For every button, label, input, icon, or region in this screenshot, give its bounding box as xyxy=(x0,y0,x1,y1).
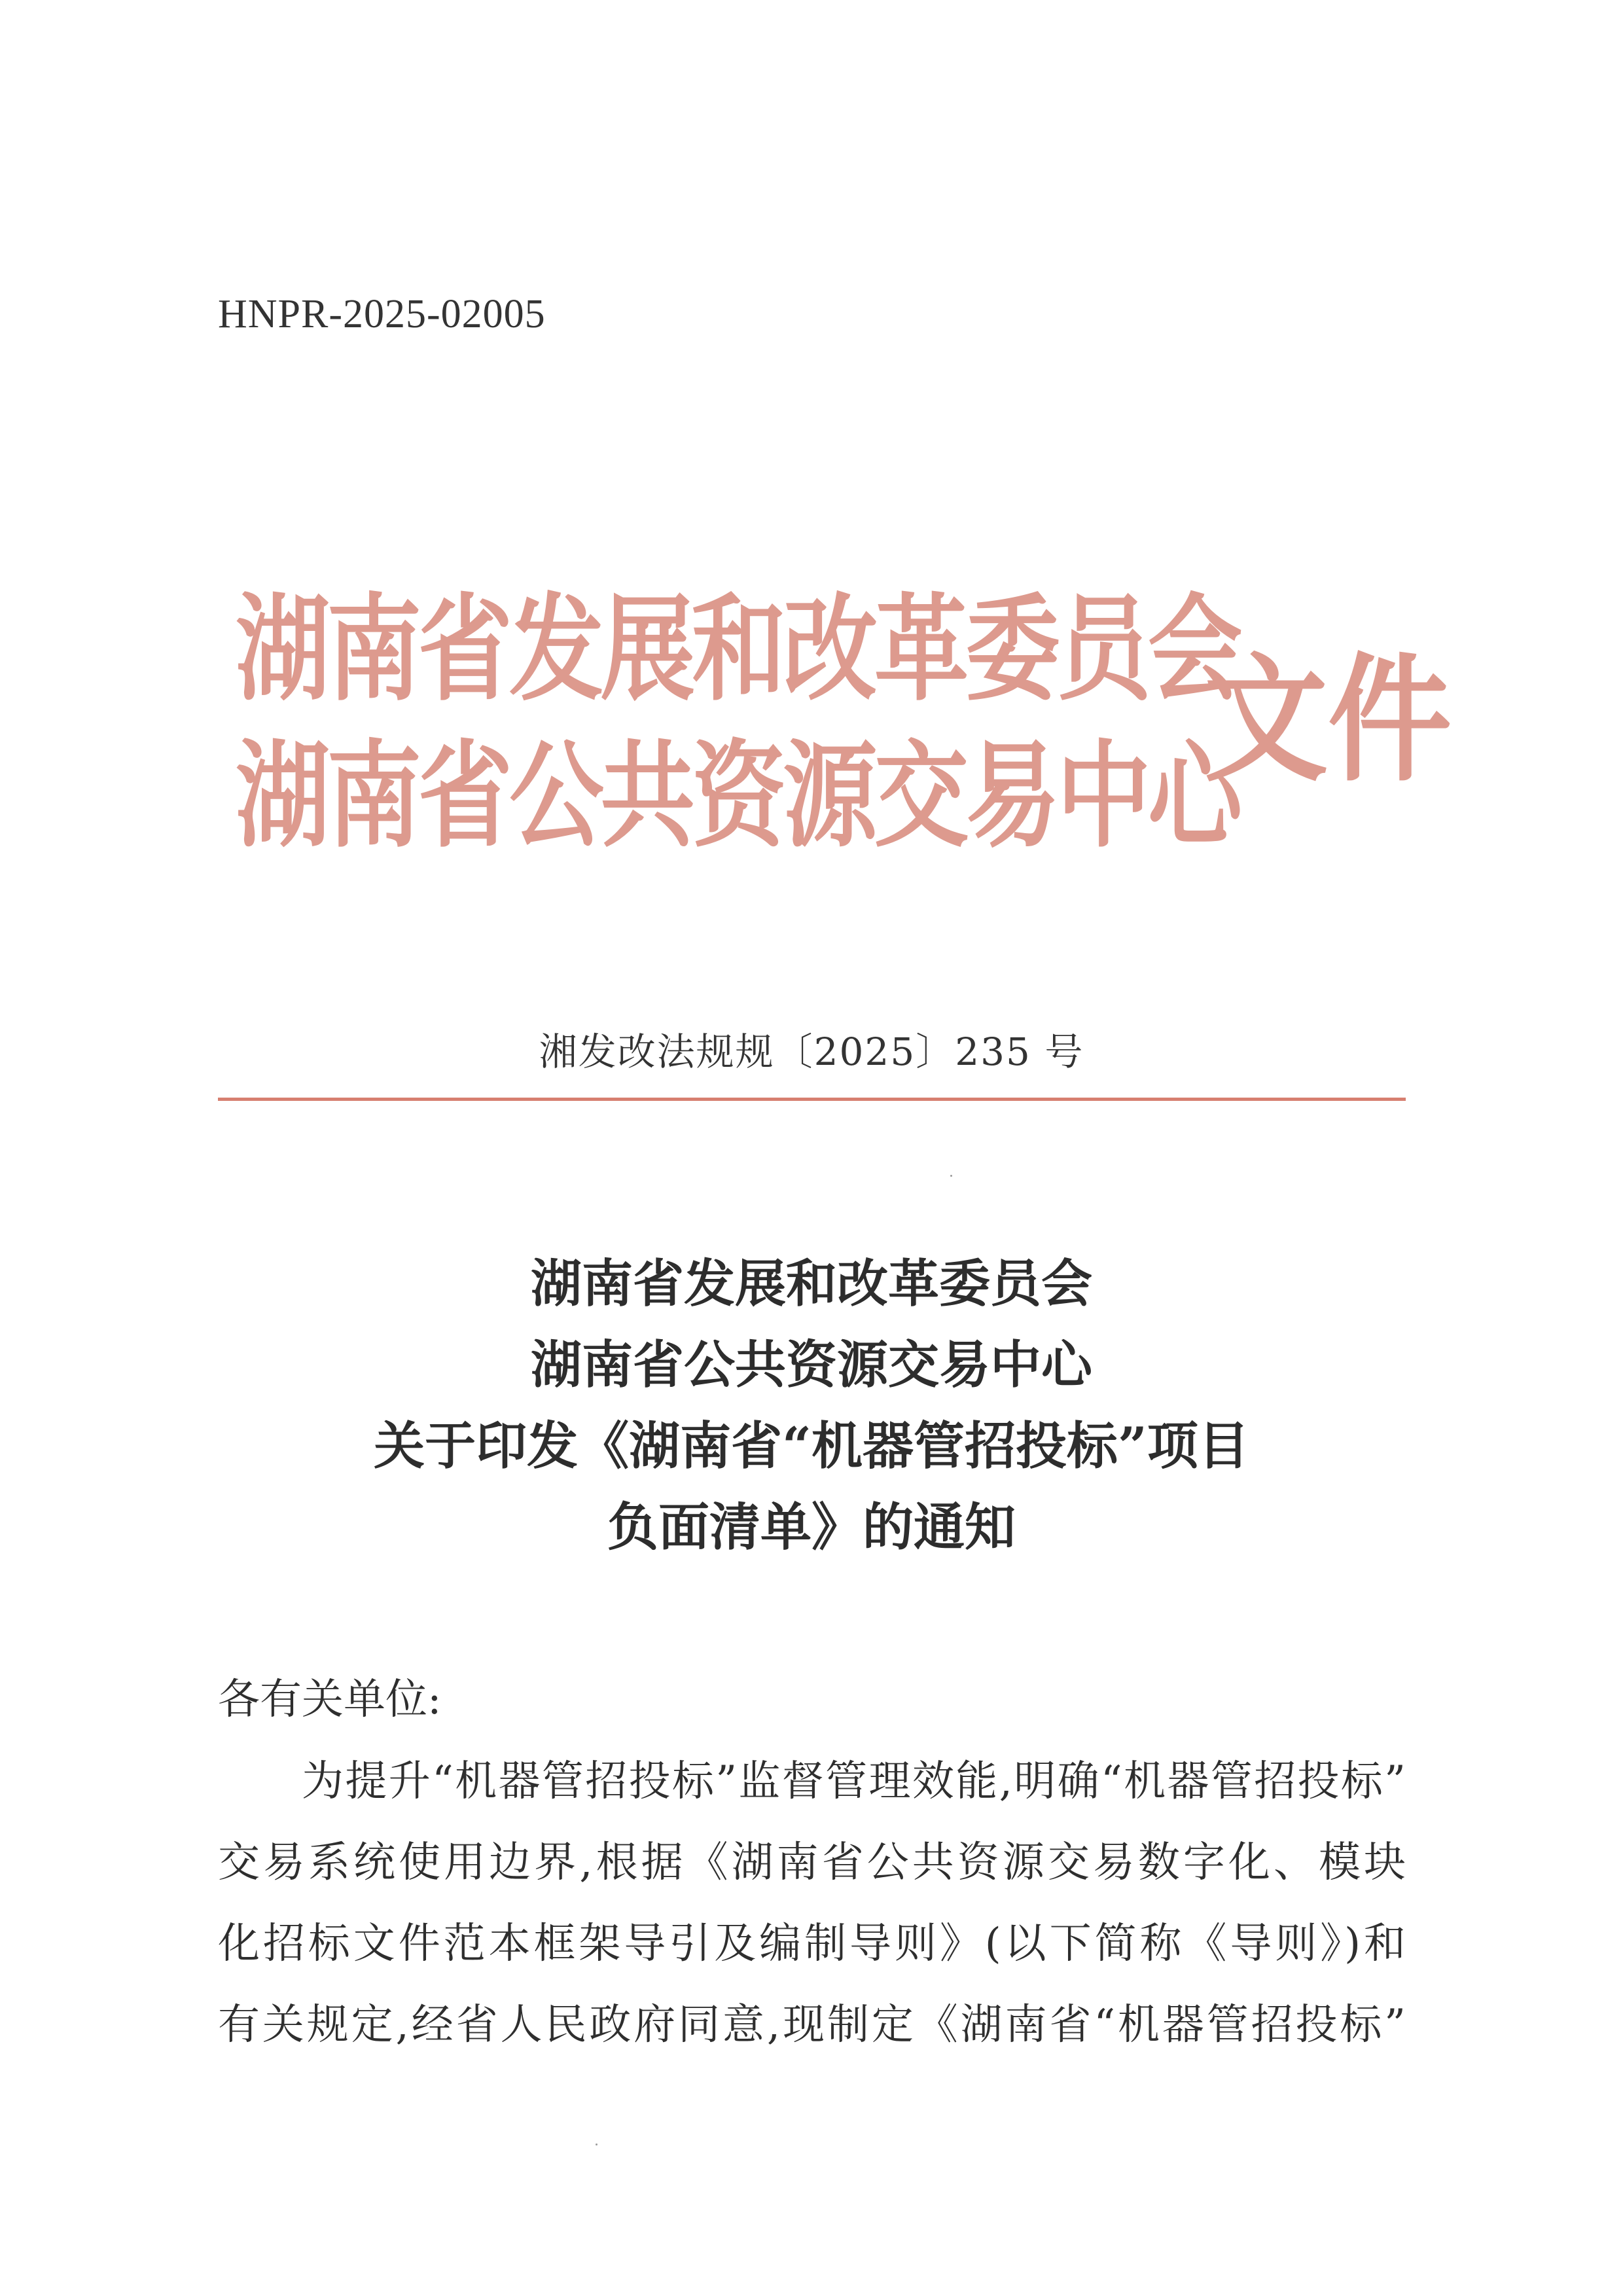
issuer-line-1: 湖南省发展和改革委员会 xyxy=(236,581,1240,717)
body-line-3: 化招标文件范本框架导引及编制导则》(以下简称《导则》)和 xyxy=(218,1920,1406,1968)
document-id: HNPR-2025-02005 xyxy=(218,292,546,336)
issuer-line-2: 湖南省公共资源交易中心 xyxy=(236,728,1240,863)
body-line-2: 交易系统使用边界,根据《湖南省公共资源交易数字化、模块 xyxy=(218,1839,1406,1887)
scan-speck xyxy=(950,1175,952,1177)
title-line-2: 湖南省公共资源交易中心 xyxy=(530,1335,1092,1395)
body-line-4: 有关规定,经省人民政府同意,现制定《湖南省“机器管招投标” xyxy=(218,2001,1406,2049)
title-line-3: 关于印发《湖南省“机器管招投标”项目 xyxy=(374,1416,1249,1476)
title-line-1: 湖南省发展和改革委员会 xyxy=(530,1254,1092,1314)
red-divider xyxy=(218,1098,1406,1101)
body-line-1: 为提升“机器管招投标”监督管理效能,明确“机器管招投标” xyxy=(302,1757,1406,1806)
notice-title xyxy=(0,1244,1623,1568)
title-line-4: 负面清单》的通知 xyxy=(607,1498,1016,1557)
document-word: 文件 xyxy=(1204,639,1452,800)
body-paragraph xyxy=(218,1741,1406,2066)
red-header xyxy=(236,576,1452,877)
scan-speck xyxy=(596,2144,597,2145)
document-number: 湘发改法规规〔2025〕235 号 xyxy=(539,1030,1084,1074)
salutation: 各有关单位: xyxy=(218,1676,442,1724)
